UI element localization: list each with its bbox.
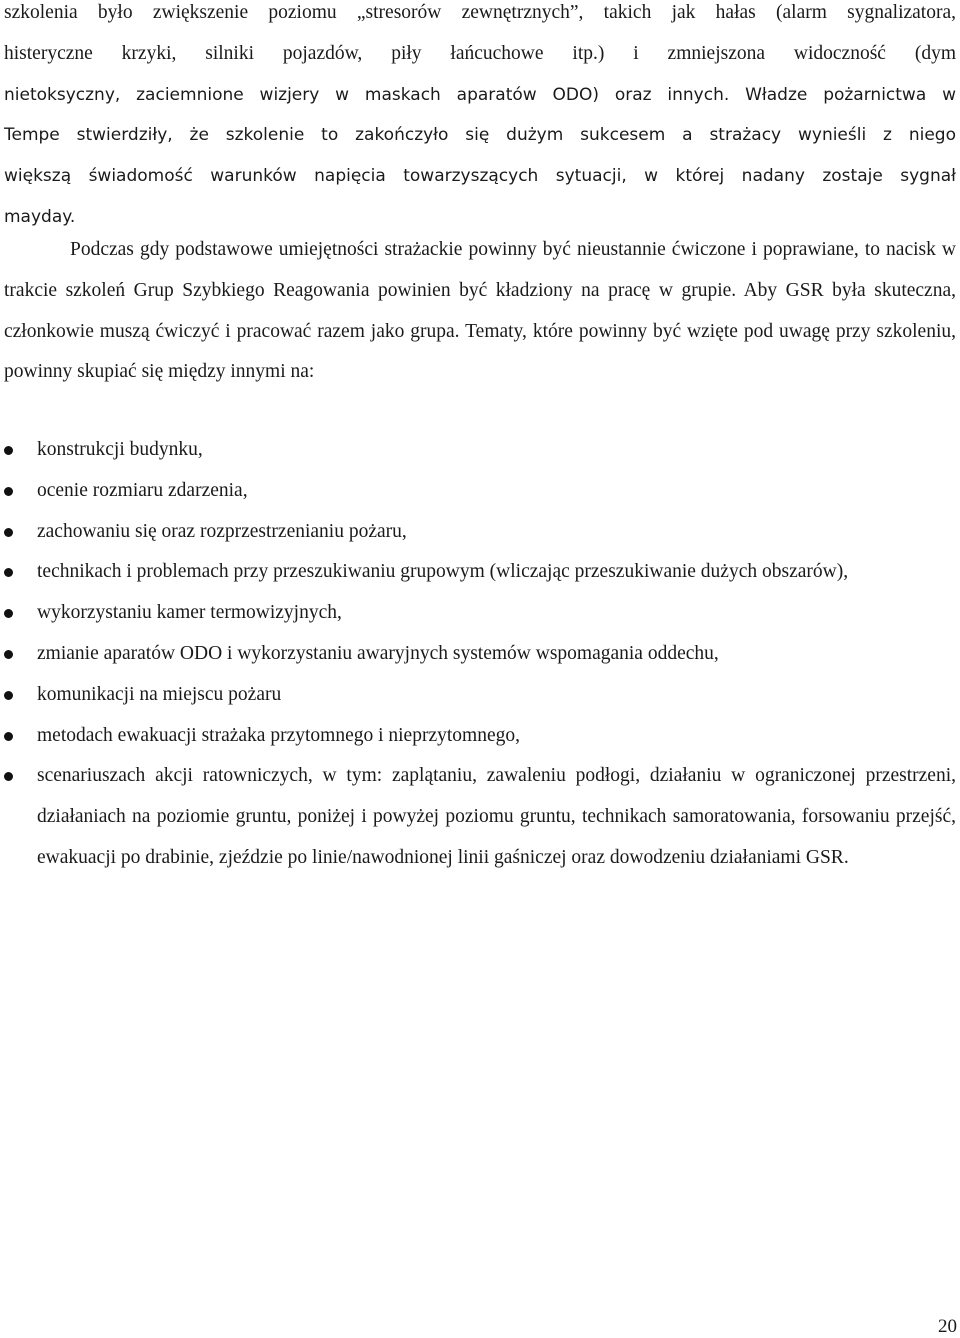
paragraph-2 [4,230,956,393]
page-number: 20 [938,1316,957,1337]
paragraph-1-line-2: histeryczne krzyki, silniki pojazdów, piły łańcuchowe itp.) i zmniejszona widoczność (dym [4,42,956,64]
bullet-icon [4,568,13,577]
list-item-text: metodach ewakuacji strażaka przytomnego i nieprzytomnego, [37,724,520,746]
list-item-text: wykorzystaniu kamer termowizyjnych, [37,602,342,624]
list-item [4,512,956,553]
list-item [4,675,956,716]
paragraph-1-line-4: Tempe stwierdziły, że szkolenie to zakończyło się dużym sukcesem a strażacy wynieśli z niego [4,125,956,146]
list-item [4,593,956,634]
bullet-icon [4,650,13,659]
topics-list [4,430,956,879]
list-item [4,552,956,593]
bullet-icon [4,446,13,455]
bullet-icon [4,487,13,496]
paragraph-1-line-3-start: nietoksyczny, zaciemnione wizjery w maskach aparatów ODO) oraz innych. [4,84,730,105]
paragraph-1-line-5: większą świadomość warunków napięcia towarzyszących sytuacji, w której nadany zostaje sygnał [4,166,956,187]
bullet-icon [4,732,13,741]
bullet-icon [4,609,13,618]
bullet-icon [4,691,13,700]
bullet-icon [4,528,13,537]
paragraph-1-line-1: szkolenia było zwiększenie poziomu „stresorów zewnętrznych”, takich jak hałas (alarm sygnalizatora, [4,2,956,23]
list-item [4,471,956,512]
paragraph-1-line-3-end: Władze pożarnictwa w [729,84,956,105]
list-item-text: zmianie aparatów ODO i wykorzystaniu awaryjnych systemów wspomagania oddechu, [37,642,719,664]
list-item-text: ocenie rozmiaru zdarzenia, [37,479,248,501]
list-item [4,430,956,471]
list-item-text: konstrukcji budynku, [37,439,203,460]
paragraph-1-line-6: mayday. [4,206,76,227]
list-item-text: komunikacji na miejscu pożaru [37,683,282,705]
list-item [4,634,956,675]
list-item [4,716,956,757]
paragraph-2-text: Podczas gdy podstawowe umiejętności strażackie powinny być nieustannie ćwiczone i poprawiane, to nacisk w trakcie szkoleń Grup Szybkiego Reagowania powinien być kładziony na pracę w grupie. Aby GSR była skuteczna, członkowie muszą ćwiczyć i pracować razem jako grupa. Tematy, które powinny być wzięte pod uwagę przy szkoleniu, powinny skupiać się między innymi na: [4,239,956,383]
list-item-text: zachowaniu się oraz rozprzestrzenianiu pożaru, [37,520,407,542]
list-item-text: technikach i problemach przy przeszukiwaniu grupowym (wliczając przeszukiwanie dużych obszarów), [37,561,849,583]
list-item [4,756,956,878]
bullet-icon [4,772,13,781]
paragraph-1-line-3 [4,75,956,116]
paragraph-1 [4,0,956,238]
list-item-text: scenariuszach akcji ratowniczych, w tym: zaplątaniu, zawaleniu podłogi, działaniu w ograniczonej przestrzeni, działaniach na poziomie gruntu, poniżej i powyżej poziomu gruntu, technikach samoratowania, forsowaniu przejść, ewakuacji po drabinie, zjeździe po linie/nawodnionej linii gaśniczej oraz dowodzeniu działaniami GSR. [37,765,956,868]
